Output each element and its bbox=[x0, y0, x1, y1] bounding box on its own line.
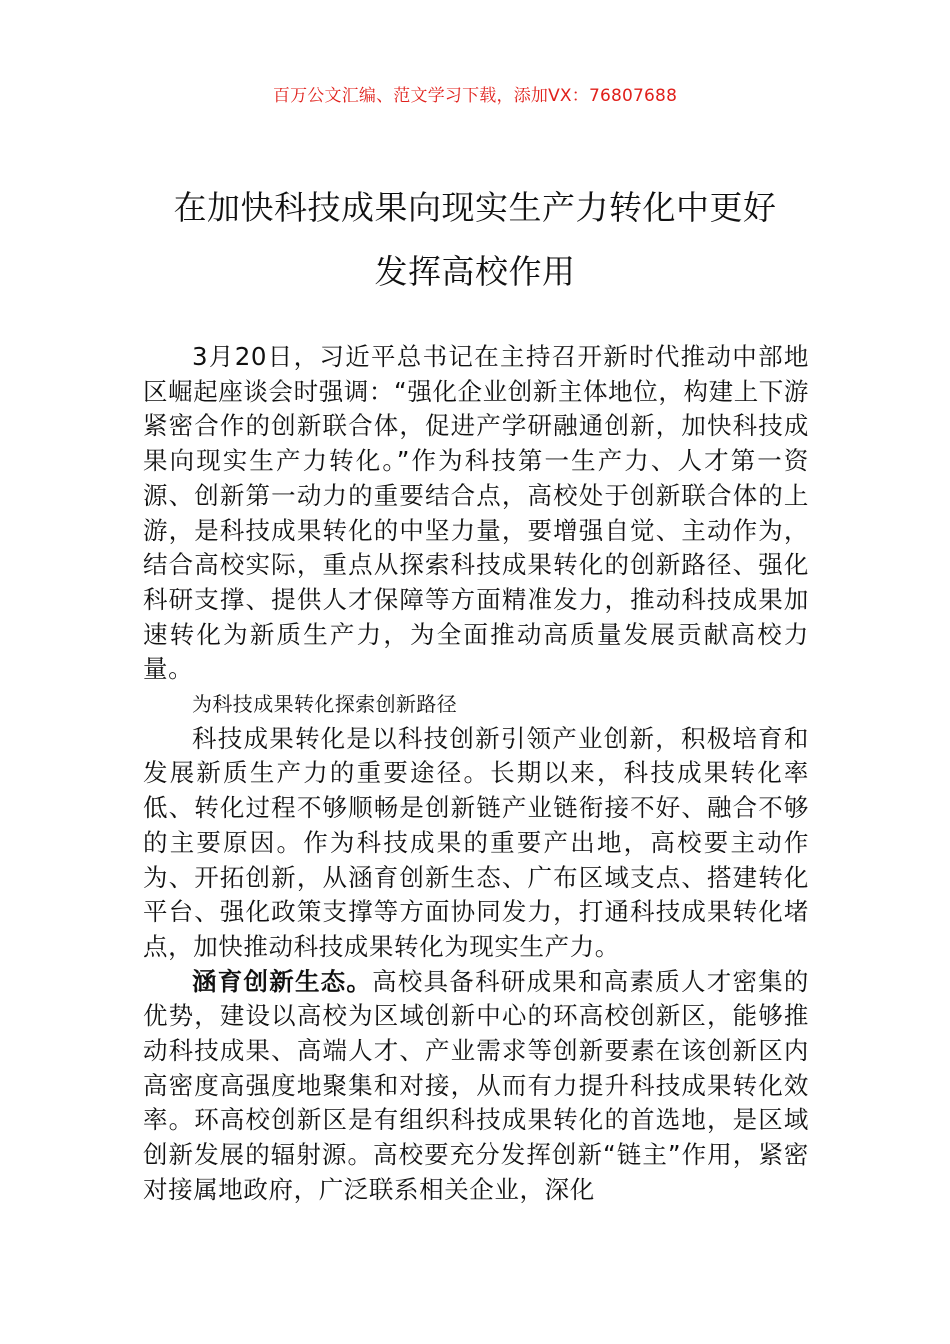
paragraph-section-intro: 科技成果转化是以科技创新引领产业创新，积极培育和发展新质生产力的重要途径。长期以来，科技成果转化率低、转化过程不够顺畅是创新链产业链衔接不好、融合不够的主要原因。作为科技成果的重要产出地，高校要主动作为、开拓创新，从涵育创新生态、广布区域支点、搭建转化平台、强化政策支撑等方面协同发力，打通科技成果转化堵点，加快推动科技成果转化为现实生产力。 bbox=[143, 723, 809, 961]
paragraph-ecosystem-text: 高校具备科研成果和高素质人才密集的优势，建设以高校为区域创新中心的环高校创新区，能够推动科技成果、高端人才、产业需求等创新要素在该创新区内高密度高强度地聚集和对接，从而有力提升科技成果转化效率。环高校创新区是有组织科技成果转化的首选地，是区域创新发展的辐射源。高校要充分发挥创新“链主”作用，紧密对接属地政府，广泛联系相关企业，深化 bbox=[143, 966, 810, 1204]
title-line-2: 发挥高校作用 bbox=[374, 252, 576, 291]
promo-banner: 百万公文汇编、范文学习下载，添加VX：76807688 bbox=[272, 86, 678, 106]
section-heading: 为科技成果转化探索创新路径 bbox=[192, 692, 458, 717]
document-body bbox=[143, 340, 809, 1208]
paragraph-lead-bold: 涵育创新生态。 bbox=[192, 966, 373, 996]
paragraph-ecosystem bbox=[143, 965, 809, 1208]
paragraph-intro: 3月20日，习近平总书记在主持召开新时代推动中部地区崛起座谈会时强调：“强化企业创新主体地位，构建上下游紧密合作的创新联合体，促进产学研融通创新，加快科技成果向现实生产力转化。”作为科技第一生产力、人才第一资源、创新第一动力的重要结合点，高校处于创新联合体的上游，是科技成果转化的中坚力量，要增强自觉、主动作为，结合高校实际，重点从探索科技成果转化的创新路径、强化科研支撑、提供人才保障等方面精准发力，推动科技成果加速转化为新质生产力，为全面推动高质量发展贡献高校力量。 bbox=[143, 342, 809, 684]
title-line-1: 在加快科技成果向现实生产力转化中更好 bbox=[173, 188, 777, 227]
document-title bbox=[120, 176, 830, 304]
